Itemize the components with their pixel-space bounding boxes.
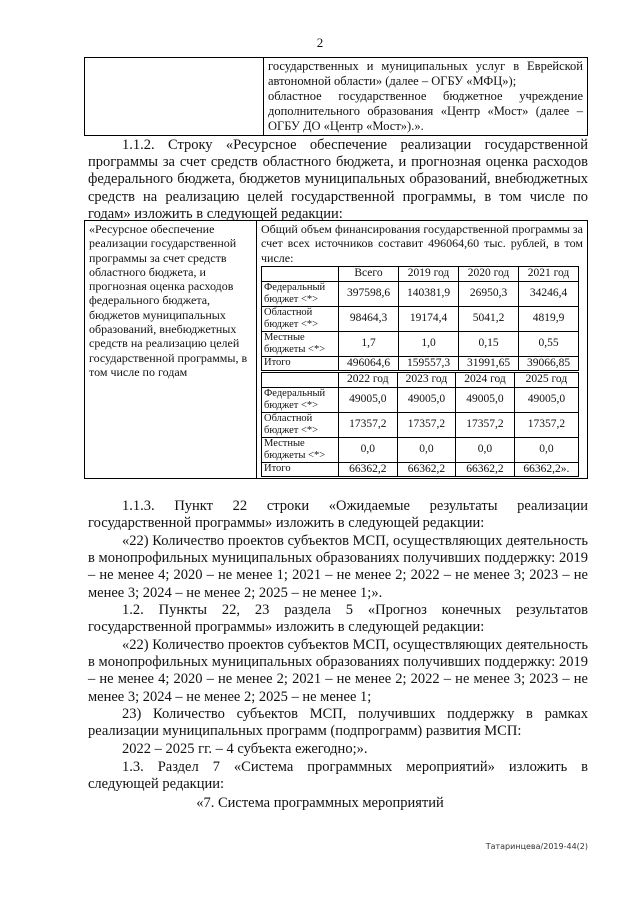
funding-value-cell: 397598,6 [339, 281, 399, 306]
funding-value-cell: 1,7 [339, 331, 399, 356]
mfc-line: государственных и муниципальных услуг в Еврейской автономной области» (далее – ОГБУ «МФЦ»); [268, 59, 583, 88]
continuation-left-cell [85, 58, 264, 136]
funding-row-label: Областной бюджет <*> [262, 412, 339, 437]
funding-value-cell: 66362,2 [456, 462, 515, 476]
funding-row-label: Итого [262, 356, 339, 370]
funding-header-cell: 2024 год [456, 372, 515, 387]
funding-value-cell: 34246,4 [519, 281, 579, 306]
funding-header-cell: 2020 год [459, 266, 519, 281]
funding-value-cell: 17357,2 [339, 412, 398, 437]
funding-row-label: Областной бюджет <*> [262, 306, 339, 331]
funding-value-cell: 17357,2 [514, 412, 578, 437]
funding-header-cell: 2025 год [514, 372, 578, 387]
resource-left-cell: «Ресурсное обеспечение реализации государственной программы за счет средств областного бюджета, и прогнозная оценка расходов федерального бюджета, бюджетов муниципальных образований, внебюджетных средств на реализацию целей государственной программы, в том числе по годам [85, 221, 257, 479]
funding-row-label: Федеральный бюджет <*> [262, 387, 339, 412]
funding-header-corner [262, 266, 339, 281]
funding-header-cell: 2022 год [339, 372, 398, 387]
funding-total-row [262, 462, 579, 476]
funding-value-cell: 0,15 [459, 331, 519, 356]
page-number: 2 [316, 35, 324, 50]
funding-row [262, 281, 579, 306]
document-code: Татаринцева/2019-44(2) [485, 842, 588, 851]
continuation-right-cell [264, 58, 588, 136]
funding-value-cell: 49005,0 [456, 387, 515, 412]
funding-row-label: Местные бюджеты <*> [262, 437, 339, 462]
funding-header-corner [262, 372, 339, 387]
paragraph-section5-23-values: 2022 – 2025 гг. – 4 субъекта ежегодно;». [122, 741, 368, 757]
funding-value-cell: 17357,2 [456, 412, 515, 437]
paragraph-section5-22: «22) Количество проектов субъектов МСП, осуществляющих деятельность в монопрофильных муниципальных образованиях получивших поддержку: 2019 – не менее 4; 2020 – не менее 2; 2021 – не менее 2; 2022 – не менее 3; 2023 – не менее 3; 2024 – не менее 2; 2025 – не менее 1; [88, 637, 588, 705]
funding-value-cell: 49005,0 [339, 387, 398, 412]
funding-header-cell: 2023 год [397, 372, 456, 387]
funding-value-cell: 496064,6 [339, 356, 399, 370]
funding-row [262, 412, 579, 437]
funding-header-cell: Всего [339, 266, 399, 281]
funding-value-cell: 0,0 [514, 437, 578, 462]
resource-table [84, 220, 588, 479]
funding-value-cell: 0,0 [339, 437, 398, 462]
funding-row-label: Федеральный бюджет <*> [262, 281, 339, 306]
funding-value-cell: 66362,2 [397, 462, 456, 476]
funding-row [262, 306, 579, 331]
continuation-table [84, 57, 588, 136]
funding-value-cell: 1,0 [399, 331, 459, 356]
funding-value-cell: 0,55 [519, 331, 579, 356]
funding-value-cell: 140381,9 [399, 281, 459, 306]
funding-header-cell: 2021 год [519, 266, 579, 281]
paragraph-1-1-2: 1.1.2. Строку «Ресурсное обеспечение реализации государственной программы за счет средств областного бюджета, и прогнозная оценка расходов федерального бюджета, бюджетов муниципальных образований, внебюджетных средств на реализацию целей государственной программы, в том числе по годам» изложить в следующей редакции: [88, 137, 588, 222]
funding-row [262, 387, 579, 412]
funding-value-cell: 66362,2 [339, 462, 398, 476]
paragraph-section5-23: 23) Количество субъектов МСП, получивших поддержку в рамках реализации муниципальных программ (подпрограмм) развития МСП: [88, 706, 588, 740]
resource-right-cell [257, 221, 588, 479]
paragraph-1-1-3: 1.1.3. Пункт 22 строки «Ожидаемые результаты реализации государственной программы» изложить в следующей редакции: [88, 498, 588, 532]
funding-value-cell: 39066,85 [519, 356, 579, 370]
section-7-heading: «7. Система программных мероприятий [196, 795, 444, 811]
funding-header-cell: 2019 год [399, 266, 459, 281]
funding-value-cell: 4819,9 [519, 306, 579, 331]
funding-row-label: Местные бюджеты <*> [262, 331, 339, 356]
funding-table-2022-2025 [261, 372, 579, 477]
funding-header-row [262, 266, 579, 281]
resource-intro: Общий объем финансирования государственной программы за счет всех источников составит 496064,60 тыс. рублей, в том числе: [261, 222, 583, 265]
funding-value-cell: 0,0 [456, 437, 515, 462]
funding-row-label: Итого [262, 462, 339, 476]
funding-header-row [262, 372, 579, 387]
funding-value-cell: 66362,2». [514, 462, 578, 476]
funding-table-2019-2021 [261, 266, 579, 371]
funding-value-cell: 19174,4 [399, 306, 459, 331]
paragraph-1-2: 1.2. Пункты 22, 23 раздела 5 «Прогноз конечных результатов государственной программы» изложить в следующей редакции: [88, 602, 588, 636]
funding-row [262, 437, 579, 462]
funding-row [262, 331, 579, 356]
funding-value-cell: 31991,65 [459, 356, 519, 370]
funding-value-cell: 159557,3 [399, 356, 459, 370]
funding-value-cell: 0,0 [397, 437, 456, 462]
funding-value-cell: 26950,3 [459, 281, 519, 306]
paragraph-1-3: 1.3. Раздел 7 «Система программных мероприятий» изложить в следующей редакции: [88, 759, 588, 793]
paragraph-result-22: «22) Количество проектов субъектов МСП, осуществляющих деятельность в монопрофильных муниципальных образованиях получивших поддержку: 2019 – не менее 4; 2020 – не менее 1; 2021 – не менее 2; 2022 – не менее 3; 2023 – не менее 3; 2024 – не менее 2; 2025 – не менее 1;». [88, 533, 588, 601]
funding-value-cell: 5041,2 [459, 306, 519, 331]
funding-value-cell: 98464,3 [339, 306, 399, 331]
most-center-line: областное государственное бюджетное учреждение дополнительного образования «Центр «Мост» (далее – ОГБУ ДО «Центр «Мост»).». [268, 89, 583, 133]
funding-value-cell: 49005,0 [397, 387, 456, 412]
funding-value-cell: 49005,0 [514, 387, 578, 412]
funding-value-cell: 17357,2 [397, 412, 456, 437]
funding-total-row [262, 356, 579, 370]
